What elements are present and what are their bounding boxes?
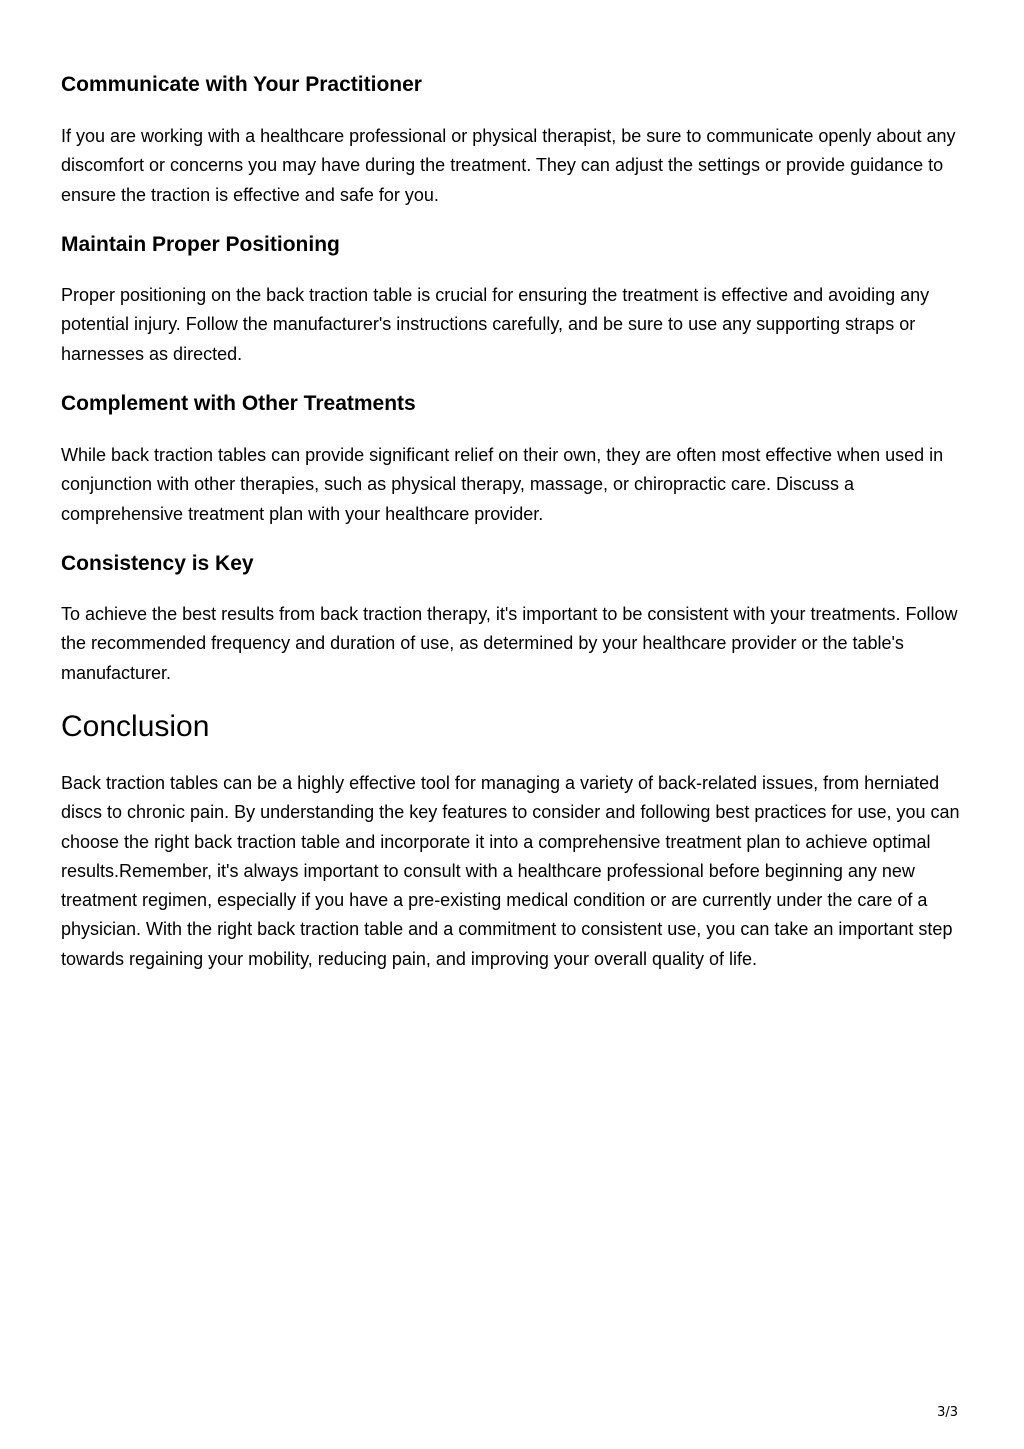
paragraph-other-treatments: While back traction tables can provide significant relief on their own, they are often most effective when used in conjunction with other therapies, such as physical therapy, massage, or chiropractic care. Discuss a comprehensive treatment plan with your healthcare provider.	[61, 445, 944, 524]
paragraph-communicate-practitioner: If you are working with a healthcare professional or physical therapist, be sure to communicate openly about any discomfort or concerns you may have during the treatment. They can adjust the settings or provide guidance to ensure the traction is effective and safe for you.	[61, 126, 956, 205]
heading-other-treatments: Complement with Other Treatments	[61, 392, 416, 415]
heading-proper-positioning: Maintain Proper Positioning	[61, 233, 340, 256]
heading-consistency: Consistency is Key	[61, 552, 254, 575]
page-number: 3/3	[937, 1405, 958, 1420]
paragraph-conclusion: Back traction tables can be a highly effective tool for managing a variety of back-related issues, from herniated discs to chronic pain. By understanding the key features to consider and following best practices for use, you can choose the right back traction table and incorporate it into a comprehensive treatment plan to achieve optimal results.Remember, it's always important to consult with a healthcare professional before beginning any new treatment regimen, especially if you have a pre-existing medical condition or are currently under the care of a physician. With the right back traction table and a commitment to consistent use, you can take an important step towards regaining your mobility, reducing pain, and improving your overall quality of life.	[61, 773, 960, 969]
paragraph-consistency: To achieve the best results from back traction therapy, it's important to be consistent with your treatments. Follow the recommended frequency and duration of use, as determined by your healthcare provider or the table's manufacturer.	[61, 604, 958, 683]
heading-conclusion: Conclusion	[61, 710, 210, 743]
paragraph-proper-positioning: Proper positioning on the back traction table is crucial for ensuring the treatment is effective and avoiding any potential injury. Follow the manufacturer's instructions carefully, and be sure to use any supporting straps or harnesses as directed.	[61, 285, 930, 364]
heading-communicate-practitioner: Communicate with Your Practitioner	[61, 73, 422, 96]
